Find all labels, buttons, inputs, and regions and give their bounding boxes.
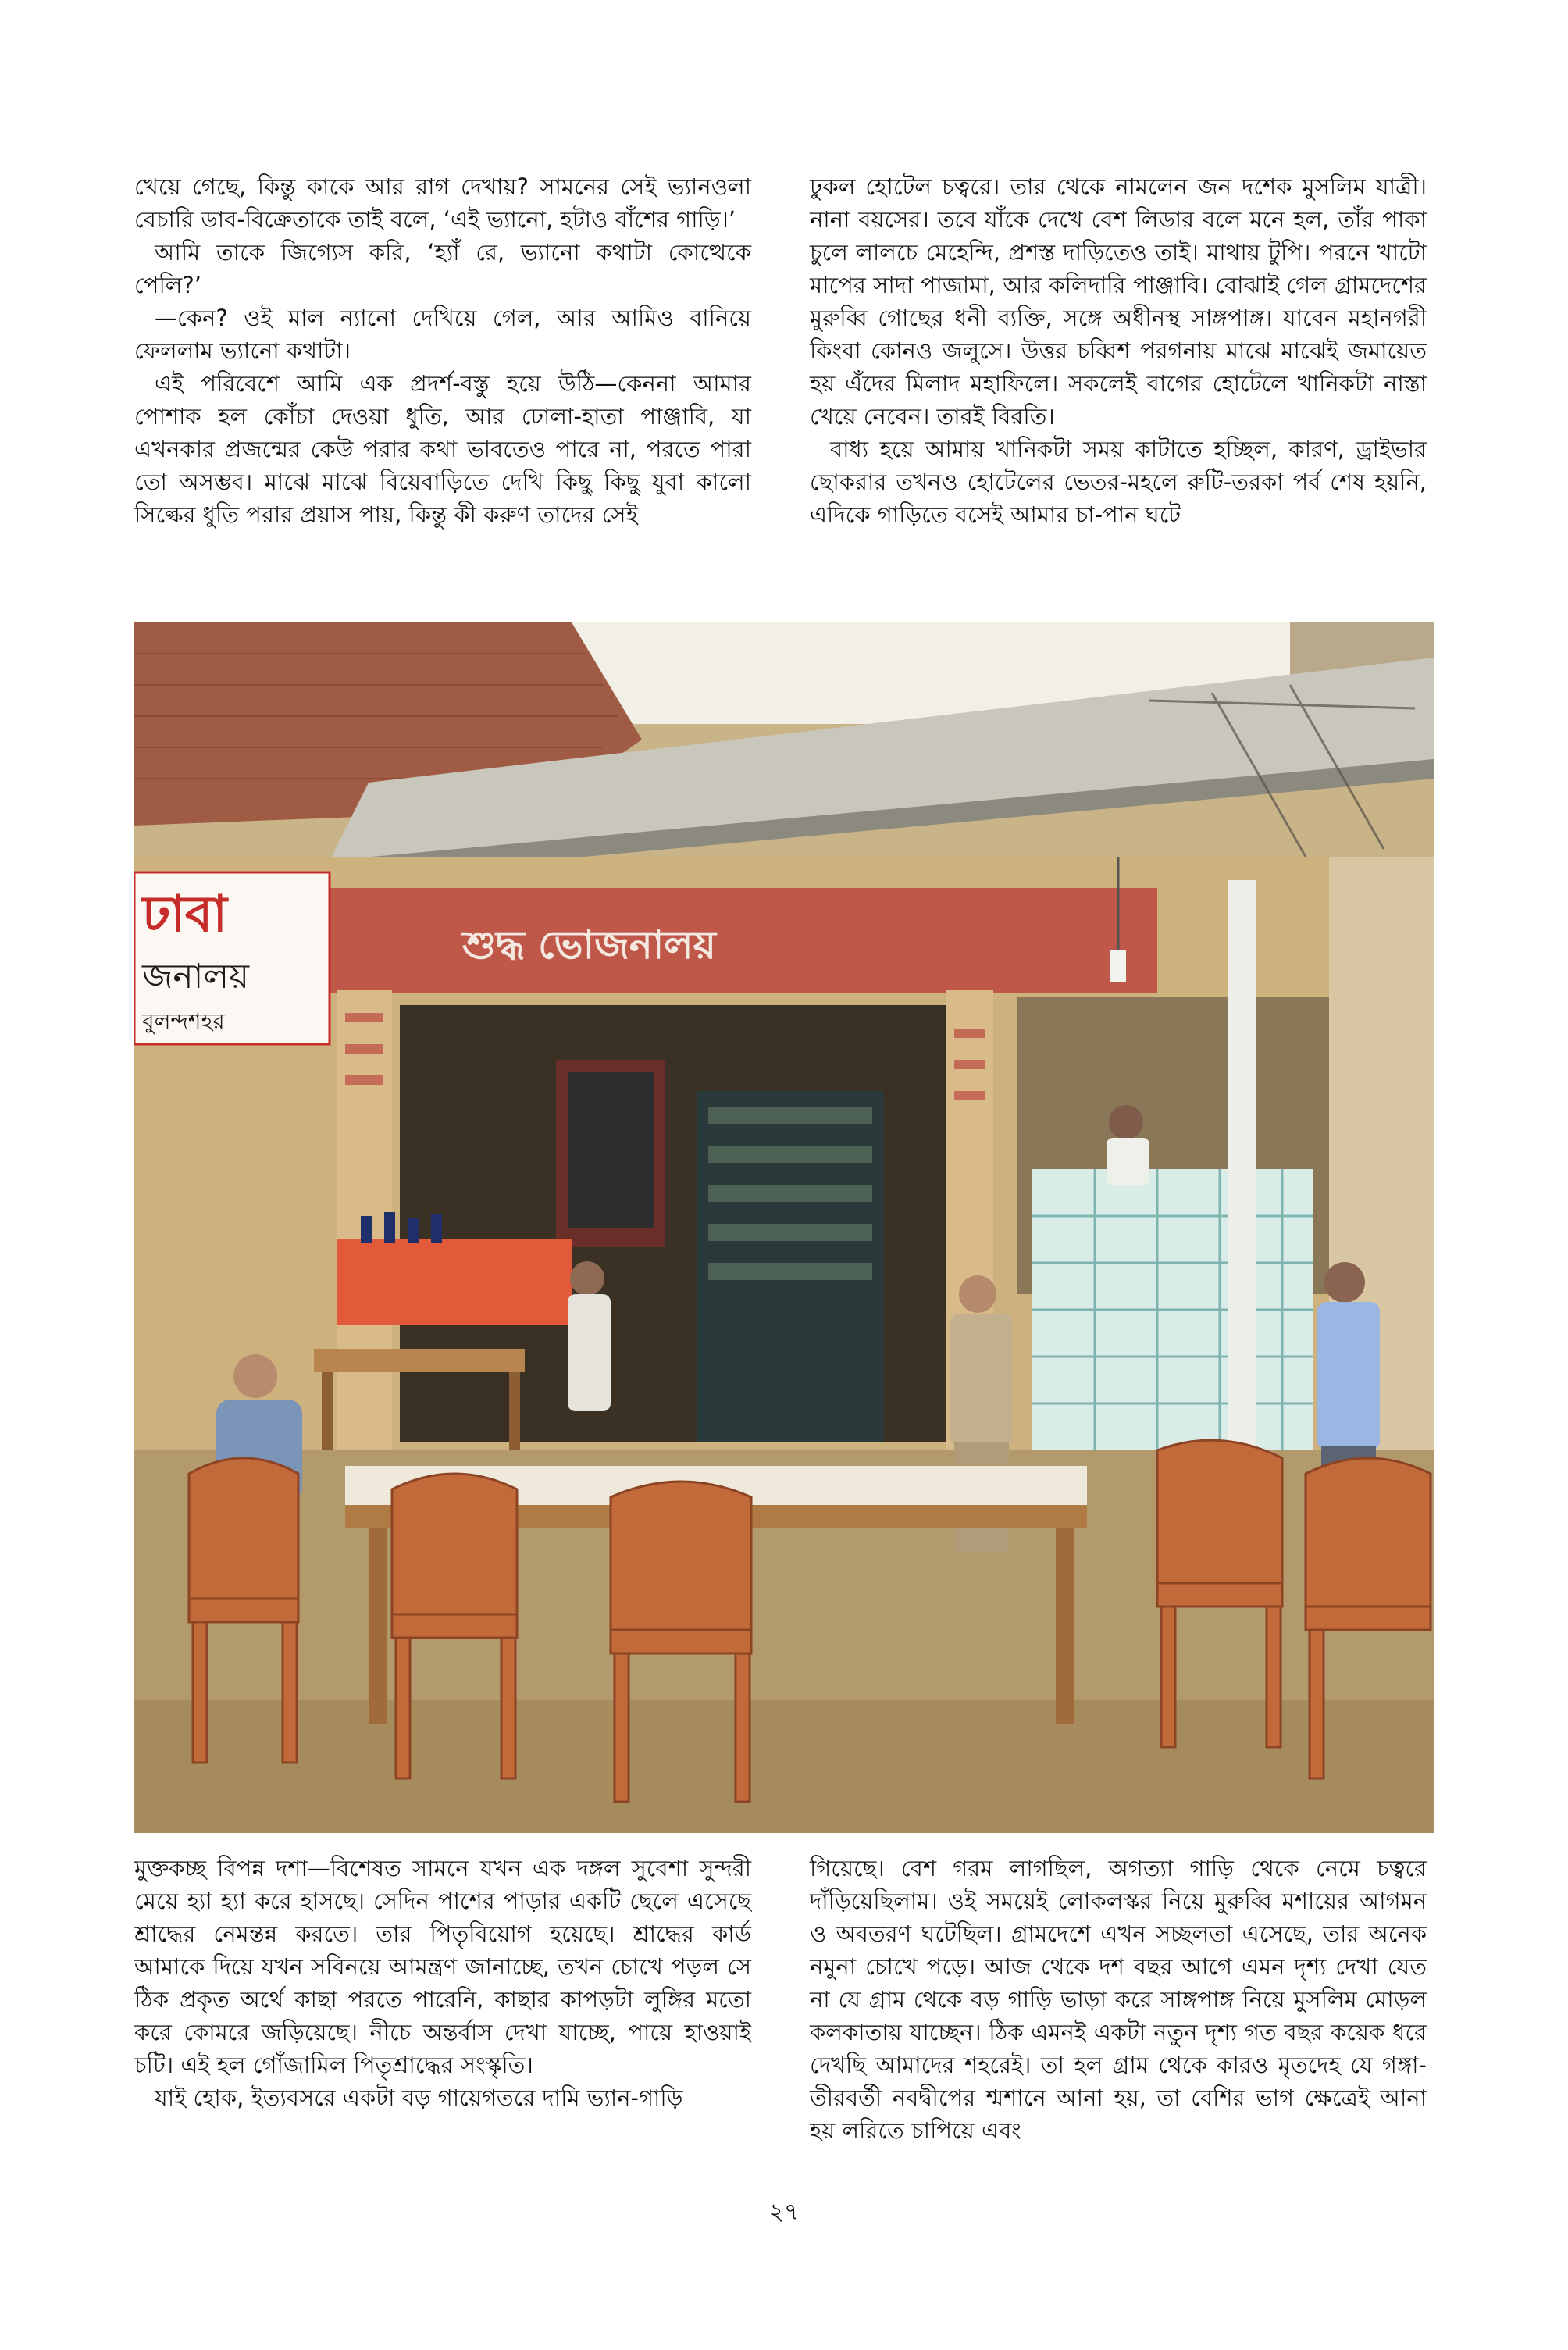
page-number: ২৭	[768, 2198, 800, 2226]
paragraph: আমি তাকে জিগ্যেস করি, ‘হ্যাঁ রে, ভ্যানো কথাটা কোত্থেকে পেলি?’	[134, 239, 751, 298]
paragraph: এই পরিবেশে আমি এক প্রদর্শ-বস্তু হয়ে উঠি—কেননা আমার পোশাক হল কোঁচা দেওয়া ধুতি, আর ঢোলা-হাতা পাঞ্জাবি, যা এখনকার প্রজন্মের কেউ পরার কথা ভাবতেও পারে না, পরতে পারা তো অসম্ভব। মাঝে মাঝে বিয়েবাড়িতে দেখি কিছু কিছু যুবা কালো সিল্কের ধুতি পরার প্রয়াস পায়, কিন্তু কী করুণ তাদের সেই	[134, 370, 751, 528]
paragraph: ঢুকল হোটেল চত্বরে। তার থেকে নামলেন জন দশেক মুসলিম যাত্রী। নানা বয়সের। তবে যাঁকে দেখে বেশ লিডার বলে মনে হল, তাঁর পাকা চুলে লালচে মেহেন্দি, প্রশস্ত দাড়িতেও তাই। মাথায় টুপি। পরনে খাটো মাপের সাদা পাজামা, আর কলিদারি পাঞ্জাবি। বোঝাই গেল গ্রামদেশের মুরুব্বি গোছের ধনী ব্যক্তি, সঙ্গে অধীনস্থ সাঙ্গপাঙ্গ। যাবেন মহানগরী কিংবা কোনও জলুসে। উত্তর চব্বিশ পরগনায় মাঝে মাঝেই জমায়েত হয় এঁদের মিলাদ মহাফিলে। সকলেই বাগের হোটেলে খানিকটা নাস্তা খেয়ে নেবেন। তারই বিরতি।	[810, 173, 1427, 430]
text-column-bottom-left	[134, 1852, 751, 2114]
paragraph: —কেন? ওই মাল ন্যানো দেখিয়ে গেল, আর আমিও বানিয়ে ফেললাম ভ্যানো কথাটা।	[134, 305, 751, 364]
paragraph: গিয়েছে। বেশ গরম লাগছিল, অগত্যা গাড়ি থেকে নেমে চত্বরে দাঁড়িয়েছিলাম। ওই সময়েই লোকলস্কর নিয়ে মুরুব্বি মশায়ের আগমন ও অবতরণ ঘটেছিল। গ্রামদেশে এখন সচ্ছলতা এসেছে, তার অনেক নমুনা চোখে পড়ে। আজ থেকে দশ বছর আগে এমন দৃশ্য দেখা যেত না যে গ্রাম থেকে বড় গাড়ি ভাড়া করে সাঙ্গপাঙ্গ নিয়ে মুসলিম মোড়ল কলকাতায় যাচ্ছেন। ঠিক এমনই একটা নতুন দৃশ্য গত বছর কয়েক ধরে দেখছি আমাদের শহরেই। তা হল গ্রাম থেকে কারও মৃতদেহ যে গঙ্গা-তীরবর্তী নবদ্বীপের শ্মশানে আনা হয়, তা বেশির ভাগ ক্ষেত্রেই আনা হয় লরিতে চাপিয়ে এবং	[810, 1855, 1427, 2144]
paragraph: মুক্তকচ্ছ বিপন্ন দশা—বিশেষত সামনে যখন এক দঙ্গল সুবেশা সুন্দরী মেয়ে হ্যা হ্যা করে হাসছে। সেদিন পাশের পাড়ার একটি ছেলে এসেছে শ্রাদ্ধের নেমন্তন্ন করতে। তার পিতৃবিয়োগ হয়েছে। শ্রাদ্ধের কার্ড আমাকে দিয়ে যখন সবিনয়ে আমন্ত্রণ জানাচ্ছে, তখন চোখে পড়ল সে ঠিক প্রকৃত অর্থে কাছা পরতে পারেনি, কাছার কাপড়টা লুঙ্গির মতো করে কোমরে জড়িয়েছে। নীচে অন্তর্বাস দেখা যাচ্ছে, পায়ে হাওয়াই চটি। এই হল গোঁজামিল পিতৃশ্রাদ্ধের সংস্কৃতি।	[134, 1855, 751, 2078]
sign-line-2: জনালয়	[142, 957, 250, 997]
paragraph: যাই হোক, ইত্যবসরে একটা বড় গায়েগতরে দামি ভ্যান-গাড়ি	[155, 2084, 683, 2111]
text-column-bottom-right	[810, 1852, 1427, 2147]
fascia-text: শুদ্ধ ভোজনালয়	[462, 922, 716, 968]
roadside-dhaba-photo	[134, 622, 1434, 1833]
sign-line-1: ঢাবা	[142, 886, 227, 943]
sign-line-3: বুলন্দশহর	[142, 1008, 225, 1034]
paragraph: খেয়ে গেছে, কিন্তু কাকে আর রাগ দেখায়? সামনের সেই ভ্যানওলা বেচারি ডাব-বিক্রেতাকে তাই বলে, ‘এই ভ্যানো, হটাও বাঁশের গাড়ি।’	[134, 173, 751, 233]
paragraph: বাধ্য হয়ে আমায় খানিকটা সময় কাটাতে হচ্ছিল, কারণ, ড্রাইভার ছোকরার তখনও হোটেলের ভেতর-মহলে রুটি-তরকা পর্ব শেষ হয়নি, এদিকে গাড়িতে বসেই আমার চা-পান ঘটে	[810, 436, 1427, 528]
text-column-top-right	[810, 170, 1427, 531]
text-column-top-left	[134, 170, 751, 531]
